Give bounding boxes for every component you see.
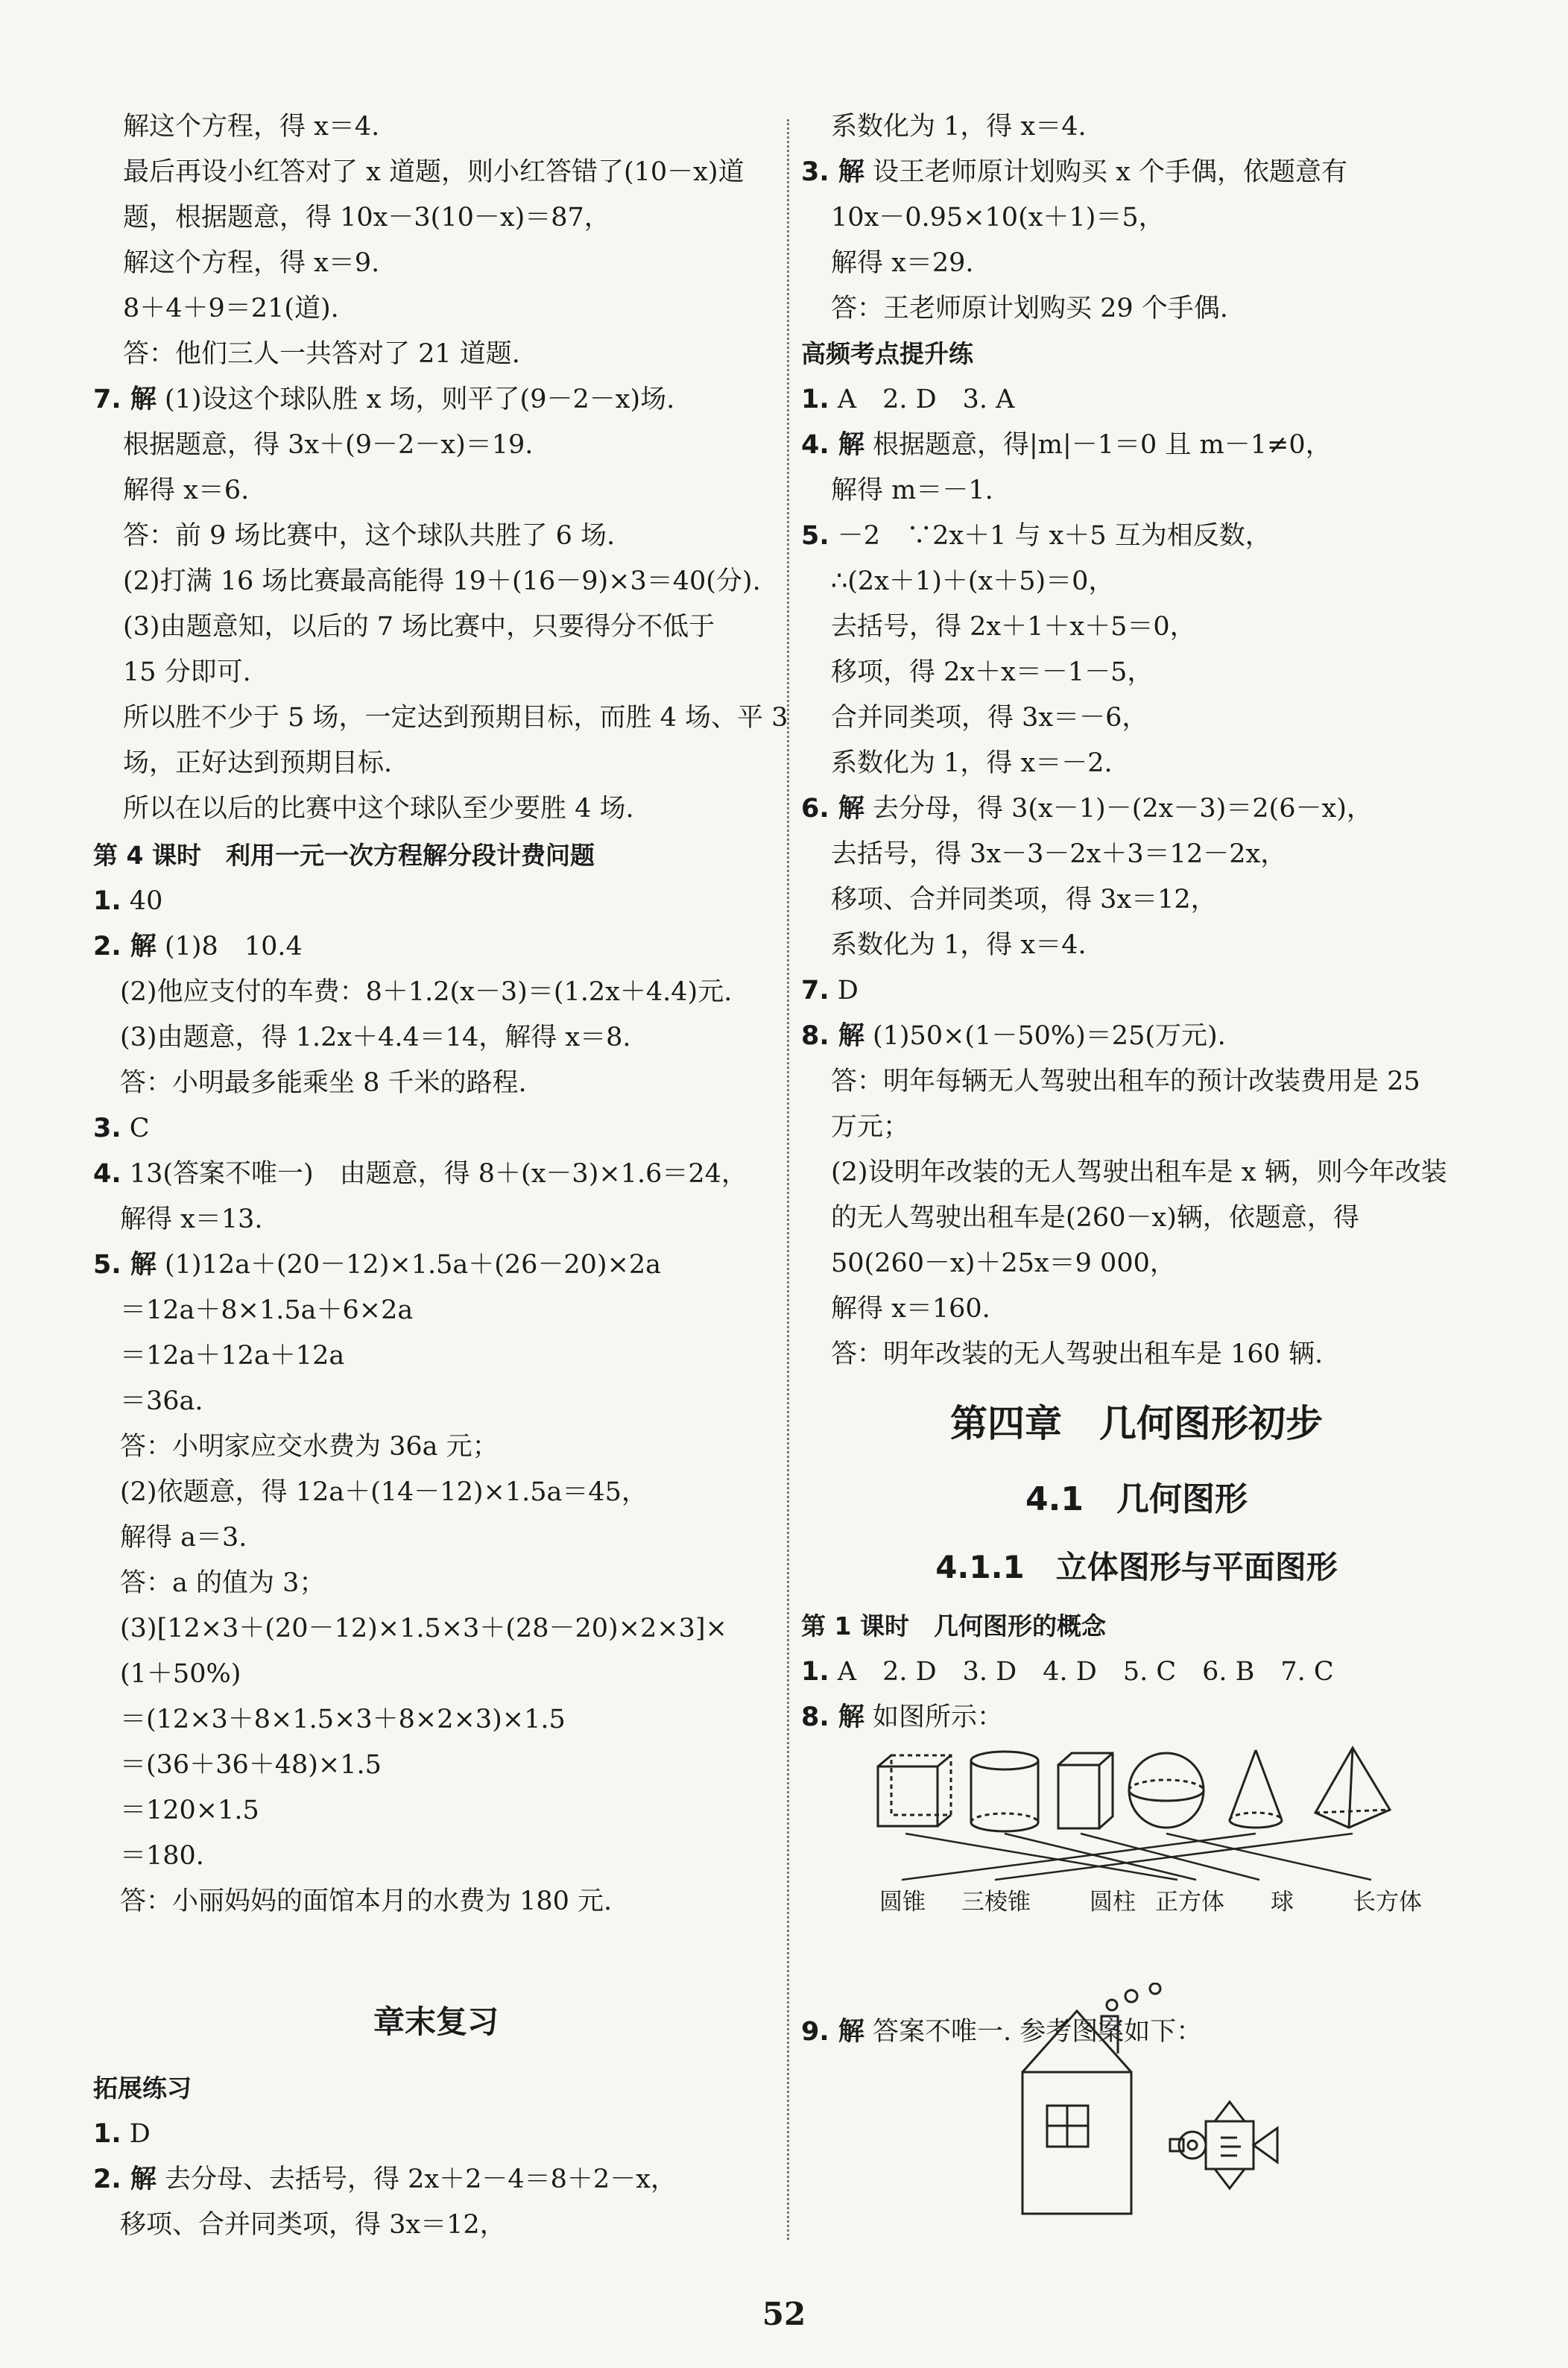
text-line [123, 430, 533, 460]
line-text: ＝12a＋12a＋12a [120, 1341, 345, 1371]
line-text: 40 [129, 886, 163, 916]
line-text: (2)设明年改装的无人驾驶出租车是 x 辆，则今年改装 [831, 1158, 1447, 1187]
subheading [801, 1611, 1106, 1641]
matching-lines [902, 1834, 1371, 1880]
line-text: (2)他应支付的车费：8＋1.2(x－3)＝(1.2x＋4.4)元. [120, 977, 733, 1007]
line-text: 场，正好达到预期目标. [123, 748, 393, 778]
cylinder-shape [971, 1752, 1038, 1831]
question-number: 1. [801, 385, 829, 414]
text-line [120, 1432, 499, 1462]
section-title: 4.1 几何图形 [1025, 1480, 1248, 1518]
line-text: 所以胜不少于 5 场，一定达到预期目标，而胜 4 场、平 3 [123, 703, 788, 733]
text-line [801, 1702, 1003, 1732]
text-line [831, 203, 1165, 233]
cone-shape [1230, 1750, 1282, 1828]
text-line [120, 1796, 259, 1825]
line-text: ＝12a＋8×1.5a＋6×2a [120, 1295, 414, 1325]
text-line [120, 1068, 527, 1098]
text-line [831, 1294, 990, 1324]
line-text: ∴(2x＋1)＋(x＋5)＝0， [831, 566, 1115, 596]
line-text: 系数化为 1，得 x＝－2. [831, 748, 1113, 778]
text-line [120, 1295, 413, 1325]
text-line [93, 2119, 151, 2149]
question-number: 1. [801, 1657, 829, 1687]
text-line [120, 1705, 566, 1734]
text-line [93, 1159, 747, 1189]
line-text: 答：a 的值为 3； [120, 1568, 326, 1598]
question-number: 3. [93, 1114, 121, 1143]
text-line [123, 203, 610, 233]
cuboid-shape [1058, 1753, 1113, 1828]
text-line [120, 1568, 325, 1598]
line-text: 根据题意，得|m|－1＝0 且 m－1≠0， [872, 430, 1332, 460]
text-line [120, 1659, 241, 1689]
text-line [801, 157, 1347, 187]
line-text: 15 分即可. [123, 657, 251, 687]
line-text: 解这个方程，得 x＝4. [123, 112, 380, 142]
line-text: (1)50×(1－50%)＝25(万元). [872, 1021, 1226, 1051]
subheading [93, 2074, 192, 2103]
line-text: 解得 x＝13. [120, 1204, 263, 1234]
text-line [831, 657, 1153, 687]
line-text: 合并同类项，得 3x＝－6， [831, 703, 1148, 733]
line-text: 万元； [831, 1112, 910, 1142]
line-text: (1)8 10.4 [164, 932, 303, 962]
line-text: 设王老师原计划购买 x 个手偶，依题意有 [872, 157, 1347, 187]
line-text: 答：明年改装的无人驾驶出租车是 160 辆. [831, 1339, 1324, 1369]
page-number: 52 [762, 2296, 806, 2332]
line-text: 去括号，得 2x＋1＋x＋5＝0， [831, 612, 1196, 642]
question-number: 2. 解 [93, 2165, 157, 2194]
line-text: 去分母，得 3(x－1)－(2x－3)＝2(6－x)， [872, 794, 1373, 824]
text-line [831, 476, 993, 505]
text-line [120, 1023, 631, 1052]
text-line [831, 112, 1087, 142]
line-text: (1)12a＋(20－12)×1.5a＋(26－20)×2a [164, 1250, 662, 1280]
figure-label: 球 [1271, 1889, 1294, 1916]
text-line [801, 521, 1271, 551]
text-line [831, 1158, 1447, 1187]
text-line [123, 294, 339, 323]
line-text: C [129, 1114, 150, 1143]
line-text: ＝(12×3＋8×1.5×3＋8×2×3)×1.5 [120, 1705, 566, 1734]
line-text: ＝36a. [120, 1386, 203, 1416]
line-text: 最后再设小红答对了 x 道题，则小红答错了(10－x)道 [123, 157, 745, 187]
line-text: 解得 x＝29. [831, 248, 974, 278]
text-line [123, 612, 715, 642]
text-line [831, 1203, 1359, 1233]
text-line [831, 748, 1113, 778]
text-line [831, 1067, 1420, 1096]
figure-label: 正方体 [1155, 1889, 1224, 1916]
question-number: 4. [93, 1159, 121, 1189]
text-line [120, 1614, 727, 1644]
text-line [93, 932, 303, 962]
text-line [801, 976, 859, 1005]
figure-label: 圆锥 [879, 1889, 926, 1916]
line-text: 答：王老师原计划购买 29 个手偶. [831, 294, 1228, 323]
line-text: D [129, 2119, 151, 2149]
text-line [120, 1477, 648, 1507]
line-text: 拓展练习 [93, 2074, 192, 2103]
question-number: 5. [801, 521, 829, 551]
cube-shape [878, 1755, 951, 1826]
text-line [120, 1750, 382, 1780]
line-text: (2)打满 16 场比赛最高能得 19＋(16－9)×3＝40(分). [123, 566, 761, 596]
chapter-title: 第四章 几何图形初步 [950, 1402, 1323, 1445]
line-text: 根据题意，得 3x＋(9－2－x)＝19. [123, 430, 534, 460]
text-line [93, 1114, 150, 1143]
question-number: 6. 解 [801, 794, 864, 824]
figure-label: 长方体 [1353, 1889, 1422, 1916]
text-line [120, 1204, 263, 1234]
line-text: －2 ∵2x＋1 与 x＋5 互为相反数， [837, 521, 1271, 551]
subheading [801, 339, 973, 369]
line-text: 答：小明家应交水费为 36a 元； [120, 1432, 499, 1462]
text-line [801, 1657, 1334, 1687]
text-line [93, 2165, 677, 2194]
subsection-title: 4.1.1 立体图形与平面图形 [935, 1549, 1338, 1585]
line-text: 8＋4＋9＝21(道). [123, 294, 339, 323]
text-line [831, 930, 1087, 960]
question-number: 1. [93, 2119, 121, 2149]
text-line [831, 612, 1196, 642]
text-line [801, 1021, 1226, 1051]
pyramid-shape [1315, 1748, 1390, 1828]
text-line [93, 886, 162, 916]
line-text: 移项，得 2x＋x＝－1－5， [831, 657, 1154, 687]
text-line [831, 566, 1114, 596]
question-number: 8. 解 [801, 1702, 864, 1732]
text-line [801, 385, 1014, 414]
line-text: 系数化为 1，得 x＝4. [831, 112, 1087, 142]
question-number: 3. 解 [801, 157, 864, 187]
question-number: 8. 解 [801, 1021, 864, 1051]
text-line [831, 885, 1217, 915]
line-text: 移项、合并同类项，得 3x＝12， [831, 885, 1217, 915]
line-text: 解得 x＝160. [831, 1294, 990, 1324]
text-line [831, 1112, 909, 1142]
text-line [120, 1841, 204, 1871]
text-line [93, 1250, 661, 1280]
question-number: 5. 解 [93, 1250, 157, 1280]
text-line [123, 657, 251, 687]
line-text: 如图所示： [872, 1702, 1003, 1732]
question-number: 7. 解 [93, 385, 157, 414]
text-line [120, 977, 732, 1007]
line-text: 系数化为 1，得 x＝4. [831, 930, 1087, 960]
text-line [120, 1386, 203, 1416]
text-line [831, 1248, 1176, 1278]
text-line [123, 794, 634, 824]
text-line [123, 339, 520, 369]
question-number: 7. [801, 976, 829, 1005]
line-text: 答：小丽妈妈的面馆本月的水费为 180 元. [120, 1886, 613, 1916]
line-text: 高频考点提升练 [801, 339, 973, 368]
line-text: D [837, 976, 859, 1005]
text-line [93, 385, 674, 414]
line-text: (1＋50%) [120, 1659, 241, 1689]
text-line [123, 157, 745, 187]
line-text: 解得 m＝－1. [831, 476, 993, 505]
line-text: 答：小明最多能乘坐 8 千米的路程. [120, 1068, 527, 1098]
column-divider [787, 119, 789, 2240]
text-line [120, 1341, 344, 1371]
line-text: ＝(36＋36＋48)×1.5 [120, 1750, 382, 1780]
line-text: (2)依题意，得 12a＋(14－12)×1.5a＝45， [120, 1477, 648, 1507]
question-number: 4. 解 [801, 430, 864, 460]
figure-label: 圆柱 [1090, 1889, 1136, 1916]
line-text: 13(答案不唯一) 由题意，得 8＋(x－3)×1.6＝24， [129, 1159, 747, 1189]
text-line [123, 248, 379, 278]
text-line [801, 430, 1332, 460]
figure-label: 三棱锥 [961, 1889, 1031, 1916]
text-line [123, 112, 379, 142]
text-line [120, 2210, 506, 2240]
line-text: 答：明年每辆无人驾驶出租车的预计改装费用是 25 [831, 1067, 1420, 1096]
line-text: 解得 a＝3. [120, 1523, 247, 1553]
solids-matching-figure [864, 1744, 1483, 1916]
line-text: ＝120×1.5 [120, 1796, 259, 1825]
text-line [120, 1886, 612, 1916]
text-line [801, 794, 1373, 824]
text-line [831, 703, 1148, 733]
left-section-heading: 章末复习 [373, 2004, 499, 2040]
line-text: 答：前 9 场比赛中，这个球队共胜了 6 场. [123, 521, 616, 551]
text-line [123, 521, 615, 551]
line-text: 10x－0.95×10(x＋1)＝5， [831, 203, 1165, 233]
line-text: 去分母、去括号，得 2x＋2－4＝8＋2－x， [164, 2165, 677, 2194]
question-number: 2. 解 [93, 932, 157, 962]
line-text: (3)由题意知，以后的 7 场比赛中，只要得分不低于 [123, 612, 715, 642]
line-text: 第 1 课时 几何图形的概念 [801, 1611, 1106, 1641]
line-text: (3)[12×3＋(20－12)×1.5×3＋(28－20)×2×3]× [120, 1614, 727, 1644]
line-text: 的无人驾驶出租车是(260－x)辆，依题意，得 [831, 1203, 1359, 1233]
line-text: 答案不唯一. 参考图案如下： [872, 2017, 1203, 2047]
line-text: ＝180. [120, 1841, 204, 1871]
line-text: (3)由题意，得 1.2x＋4.4＝14，解得 x＝8. [120, 1023, 631, 1052]
line-text: 第 4 课时 利用一元一次方程解分段计费问题 [93, 841, 595, 870]
house-fish-figure [1006, 1983, 1319, 2221]
text-line [123, 476, 249, 505]
text-line [120, 1523, 247, 1553]
subheading [93, 841, 595, 871]
line-text: (1)设这个球队胜 x 场，则平了(9－2－x)场. [164, 385, 675, 414]
line-text: 所以在以后的比赛中这个球队至少要胜 4 场. [123, 794, 634, 824]
question-number: 9. 解 [801, 2017, 864, 2047]
text-line [831, 248, 974, 278]
line-text: 移项、合并同类项，得 3x＝12， [120, 2210, 506, 2240]
text-line [831, 294, 1228, 323]
sphere-shape [1129, 1753, 1204, 1828]
line-text: A 2. D 3. D 4. D 5. C 6. B 7. C [837, 1657, 1334, 1687]
line-text: 解得 x＝6. [123, 476, 250, 505]
line-text: 答：他们三人一共答对了 21 道题. [123, 339, 520, 369]
text-line [123, 566, 761, 596]
text-line [831, 839, 1286, 869]
line-text: 去括号，得 3x－3－2x＋3＝12－2x， [831, 839, 1287, 869]
line-text: A 2. D 3. A [837, 385, 1015, 414]
text-line [123, 748, 392, 778]
question-number: 1. [93, 886, 121, 916]
line-text: 50(260－x)＋25x＝9 000， [831, 1248, 1176, 1278]
line-text: 解这个方程，得 x＝9. [123, 248, 380, 278]
text-line [123, 703, 788, 733]
line-text: 题，根据题意，得 10x－3(10－x)＝87， [123, 203, 610, 233]
text-line [831, 1339, 1323, 1369]
